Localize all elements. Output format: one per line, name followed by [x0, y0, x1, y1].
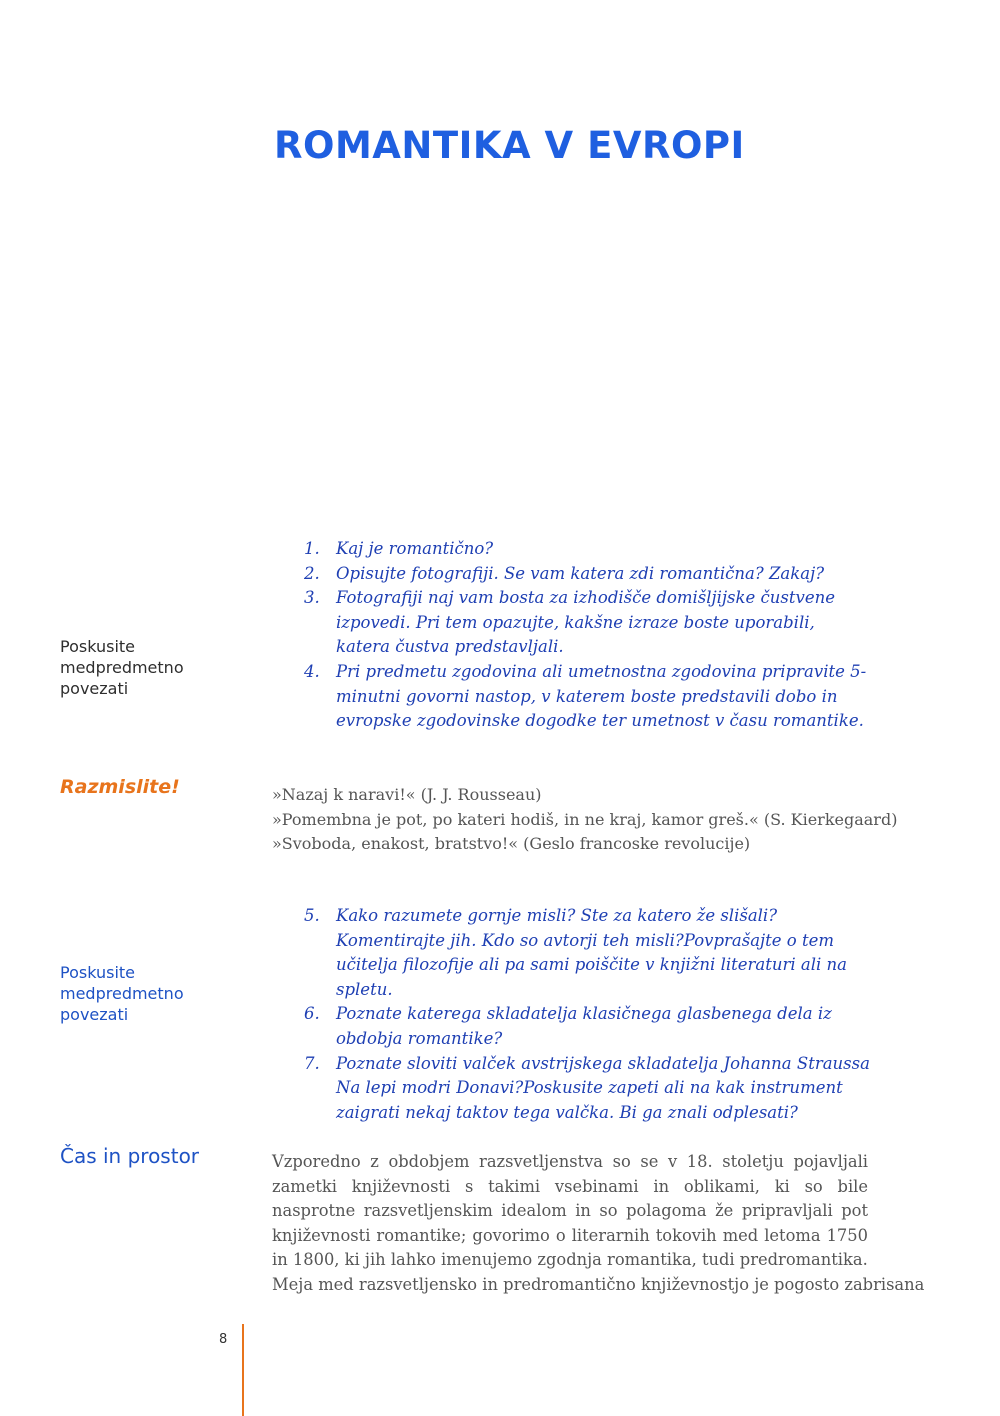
quotes-block — [272, 783, 898, 857]
side-label-line: povezati — [60, 679, 129, 698]
question-number: 1. — [304, 539, 320, 558]
question-number: 5. — [304, 906, 320, 925]
paragraph: Vzporedno z obdobjem razsvetljenstva so se v 18. stoletju pojavljali zametki književnosti s takimi vsebinami in oblikami, ki so bile nasprotne razsvetljenskim idealom in so polagoma že pripravljali pot književnosti romantike; govorimo o literarnih tokovih med letoma 1750 in 1800, ki jih lahko imenujemo zgodnja romantika, tudi predromantika. — [272, 1152, 868, 1269]
side-label-line: povezati — [60, 1005, 129, 1024]
page-divider — [242, 1324, 244, 1416]
question-item — [300, 904, 870, 1002]
side-label-time-and-space: Čas in prostor — [60, 1144, 200, 1168]
question-text: Poznate sloviti valček avstrijskega skladatelja Johanna Straussa Na lepi modri Donavi?Poskusite zapeti ali na kak instrument zaigrati nekaj taktov tega valčka. Bi ga znali odplesati? — [336, 1053, 870, 1122]
question-text: Kako razumete gornje misli? Ste za katero že slišali? Komentirajte jih. Kdo so avtorji teh misli?Povprašajte o tem učitelja filozofije ali pa sami poiščite v knjižni literaturi ali na spletu. — [336, 906, 848, 999]
question-text: Poznate katerega skladatelja klasičnega glasbenega dela iz obdobja romantike? — [336, 1004, 832, 1048]
question-text: Opisujte fotografiji. Se vam katera zdi romantična? Zakaj? — [336, 563, 825, 583]
body-text — [272, 1150, 925, 1297]
side-label-line: medpredmetno — [60, 984, 184, 1003]
question-item — [300, 1002, 870, 1051]
page-title: ROMANTIKA V EVROPI — [274, 124, 745, 167]
quote-line: »Svoboda, enakost, bratstvo!« (Geslo francoske revolucije) — [272, 834, 751, 853]
question-item — [300, 537, 870, 562]
question-text: Fotografiji naj vam bosta za izhodišče domišljijske čustvene izpovedi. Pri tem opazujte, kakšne izraze boste uporabili, katera čustva predstavljali. — [336, 588, 835, 657]
side-label-crosscurricular-1 — [60, 636, 184, 699]
question-item — [300, 586, 870, 660]
page-number: 8 — [219, 1332, 228, 1347]
question-item — [300, 1052, 870, 1126]
side-label-line: Poskusite — [60, 963, 136, 982]
quote-line: »Pomembna je pot, po kateri hodiš, in ne kraj, kamor greš.« (S. Kierkegaard) — [272, 809, 898, 829]
question-number: 2. — [304, 563, 320, 583]
question-number: 3. — [304, 588, 320, 608]
question-text: Pri predmetu zgodovina ali umetnostna zgodovina pripravite 5-minutni govorni nastop, v katerem boste predstavili dobo in evropske zgodovinske dogodke ter umetnost v času romantike. — [336, 661, 867, 731]
question-number: 6. — [304, 1004, 320, 1024]
quote-line: »Nazaj k naravi!« (J. J. Rousseau) — [272, 785, 542, 804]
question-item — [300, 562, 870, 587]
side-label-think: Razmislite! — [60, 776, 180, 798]
question-number: 7. — [304, 1053, 320, 1073]
side-label-crosscurricular-2 — [60, 962, 184, 1025]
paragraph: Meja med razsvetljensko in predromantično književnostjo je pogosto zabrisana — [272, 1274, 925, 1294]
question-number: 4. — [304, 661, 320, 681]
side-label-line: medpredmetno — [60, 658, 184, 677]
question-text: Kaj je romantično? — [336, 539, 494, 558]
question-list-2 — [300, 904, 870, 1125]
question-list-1 — [300, 537, 870, 734]
question-item — [300, 660, 870, 734]
side-label-line: Poskusite — [60, 637, 136, 656]
